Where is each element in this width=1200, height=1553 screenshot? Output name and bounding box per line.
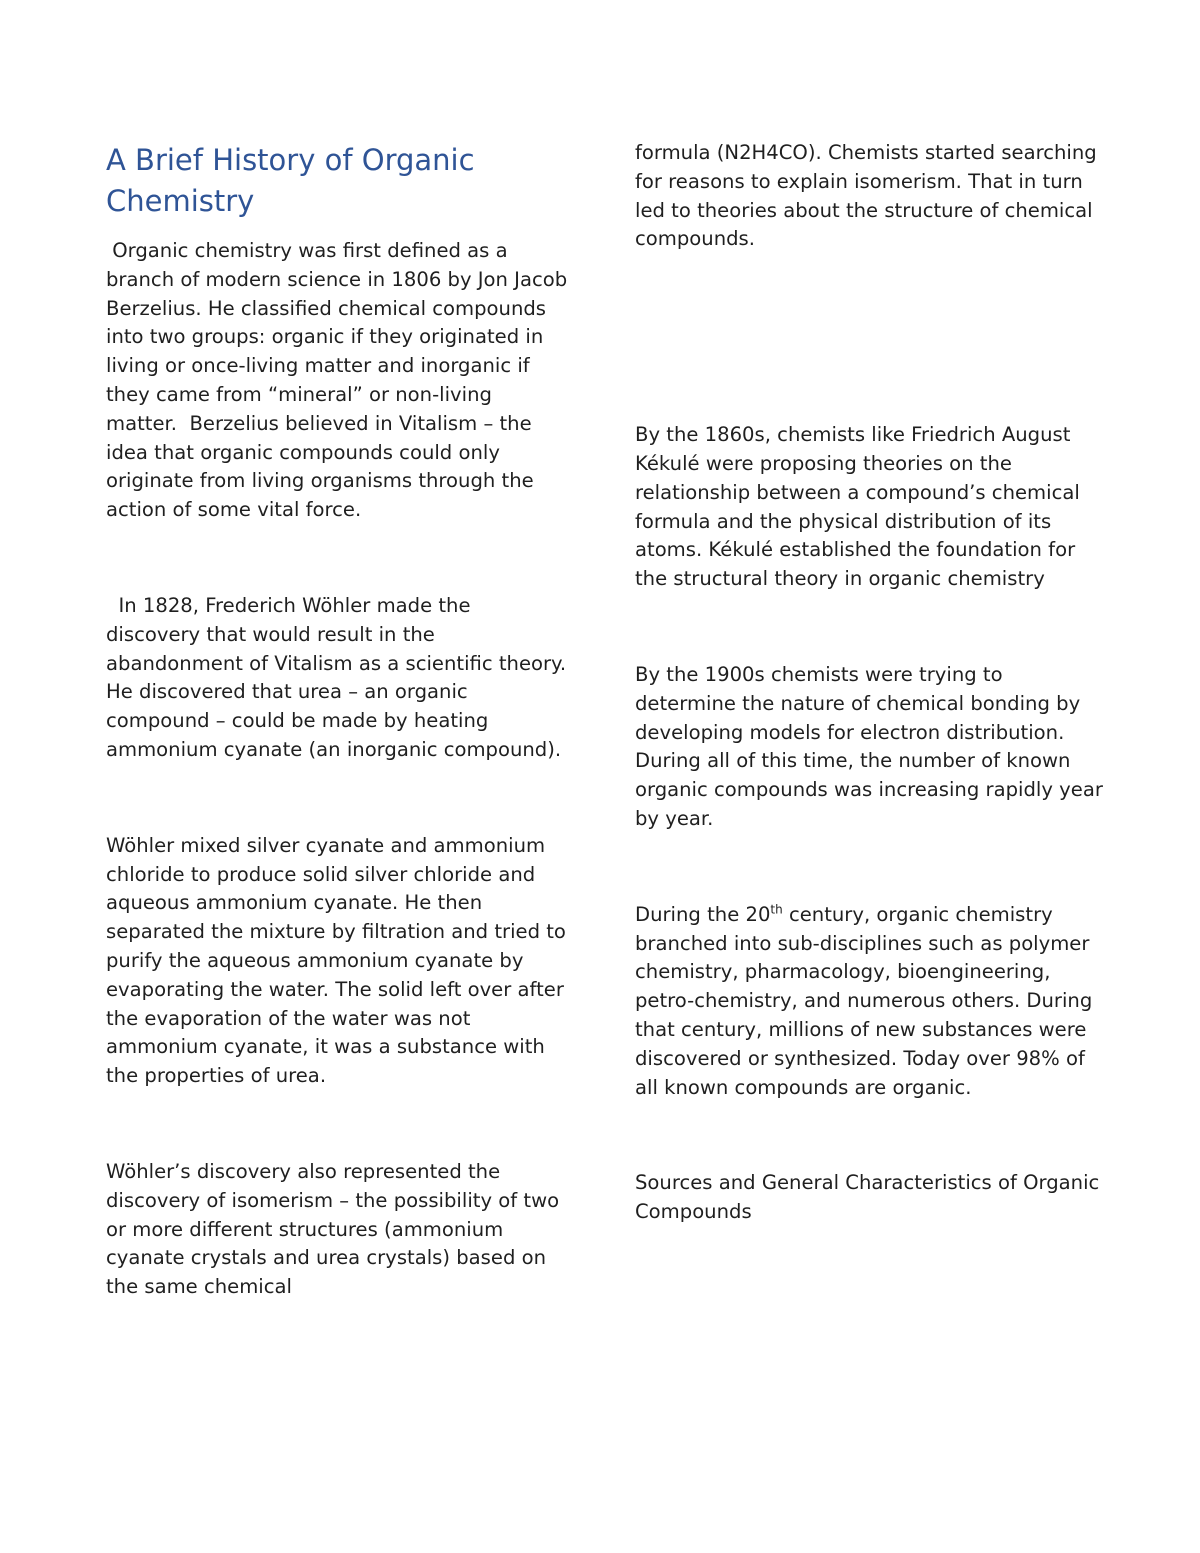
paragraph-wohler-experiment: Wöhler mixed silver cyanate and ammonium chloride to produce solid silver chloride and aqueous ammonium cyanate. He then separated the mixture by filtration and tried to purify the aqueous ammonium cyanate by evaporating the water. The solid left over after the evaporation of the water was not ammonium cyanate, it was a substance with the properties of urea. [106,833,566,1088]
paragraph-1900s: By the 1900s chemists were trying to determine the nature of chemical bonding by developing models for electron distribution. During all of this time, the number of known organic compounds was increasing rapidly year by year. [635,662,1103,830]
page-title: A Brief History of Organic Chemistry [106,143,475,218]
section-heading: Sources and General Characteristics of Organic Compounds [635,1171,1100,1224]
left-column [106,140,579,1302]
text-20th-after: century, organic chemistry branched into sub-disciplines such as polymer chemistry, pharmacology, bioengineering, petro-chemistry, and numerous others. During that century, millions of new substances were discovered or synthesized. Today over 98% of all known compounds are organic. [635,902,1093,1099]
paragraph-wohler-1828: In 1828, Frederich Wöhler made the discovery that would result in the abandonment of Vitalism as a scientific theory. He discovered that urea – an organic compound – could be made by heating ammonium cyanate (an inorganic compound). [106,593,579,761]
paragraph-berzelius: Organic chemistry was first defined as a branch of modern science in 1806 by Jon Jacob Berzelius. He classified chemical compounds into two groups: organic if they originated in living or once-living matter and inorganic if they came from “mineral” or non-living matter. Berzelius believed in Vitalism – the idea that organic compounds could only originate from living organisms through the action of some vital force. [106,239,574,522]
text-20th-before: During the 20 [635,902,771,926]
paragraph-continuation: formula (N2H4CO). Chemists started searching for reasons to explain isomerism. That in turn led to theories about the structure of chemical compounds. [635,141,1097,251]
superscript-th: th [770,902,783,917]
paragraph-1860s: By the 1860s, chemists like Friedrich August Kékulé were proposing theories on the relationship between a compound’s chemical formula and the physical distribution of its atoms. Kékulé established the foundation for the structural theory in organic chemistry [635,423,1080,591]
paragraph-20th-century [635,901,1105,1103]
right-column [635,139,1105,1227]
paragraph-isomerism: Wöhler’s discovery also represented the discovery of isomerism – the possibility of two or more different structures (ammonium cyanate crystals and urea crystals) based on the same chemical [106,1159,560,1299]
